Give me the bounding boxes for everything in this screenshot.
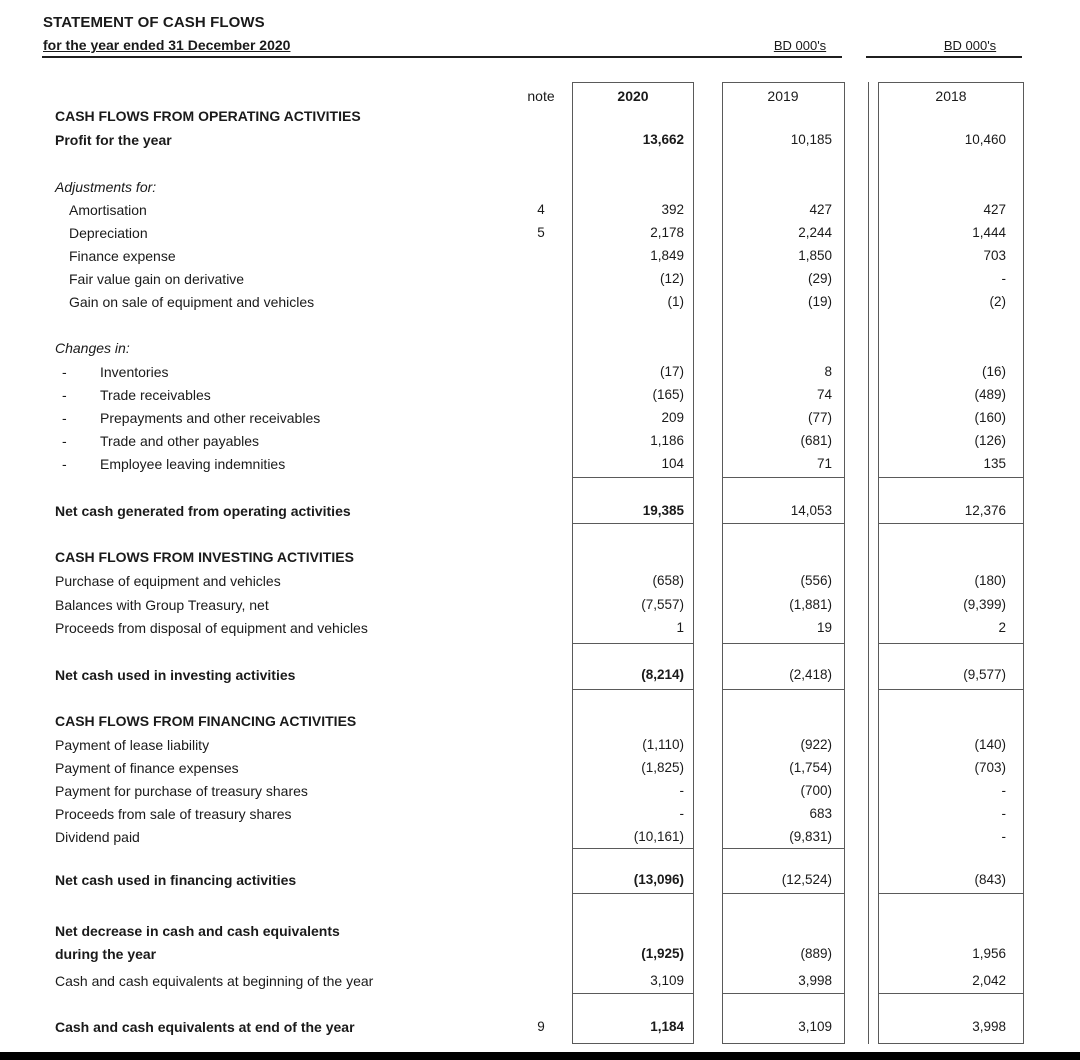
value-2018: - bbox=[1001, 783, 1006, 798]
value-2018: 2 bbox=[998, 620, 1006, 635]
value-2018: 703 bbox=[983, 248, 1006, 263]
value-2019: (77) bbox=[807, 410, 832, 425]
row-label: Finance expense bbox=[69, 248, 176, 264]
header-rule-left bbox=[42, 56, 842, 58]
row-label: Cash and cash equivalents at beginning of the year bbox=[55, 973, 374, 989]
row-label: CASH FLOWS FROM FINANCING ACTIVITIES bbox=[55, 713, 357, 729]
row-label: Payment for purchase of treasury shares bbox=[55, 783, 308, 799]
value-2019: (9,831) bbox=[789, 829, 832, 844]
value-2020: 1 bbox=[676, 620, 684, 635]
value-2019: (12,524) bbox=[781, 872, 832, 887]
value-2020: (17) bbox=[659, 364, 684, 379]
bullet-dash: - bbox=[62, 410, 67, 426]
value-2019: 14,053 bbox=[790, 503, 832, 518]
subtotal-rule bbox=[878, 523, 1024, 524]
subtotal-rule bbox=[572, 477, 694, 478]
subtotal-rule bbox=[722, 993, 845, 994]
row-label: Balances with Group Treasury, net bbox=[55, 597, 269, 613]
value-2019: 2,244 bbox=[798, 225, 832, 240]
unit-label-2019: BD 000's bbox=[773, 38, 827, 53]
subtotal-rule bbox=[572, 993, 694, 994]
bullet-dash: - bbox=[62, 387, 67, 403]
value-2019: (2,418) bbox=[789, 667, 832, 682]
value-2020: 1,849 bbox=[650, 248, 684, 263]
header-rule-right bbox=[866, 56, 1022, 58]
value-2018: 1,956 bbox=[972, 946, 1006, 961]
unit-label-2018: BD 000's bbox=[943, 38, 997, 53]
value-2019: (700) bbox=[800, 783, 832, 798]
column-header-2019: 2019 bbox=[767, 88, 799, 104]
value-2020: (12) bbox=[659, 271, 684, 286]
row-note: 5 bbox=[537, 225, 545, 240]
value-2018: (703) bbox=[974, 760, 1006, 775]
value-2018: (140) bbox=[974, 737, 1006, 752]
subtotal-rule bbox=[722, 523, 845, 524]
value-2018: 135 bbox=[983, 456, 1006, 471]
value-2018: 1,444 bbox=[972, 225, 1006, 240]
subtotal-rule bbox=[722, 477, 845, 478]
value-2020: 209 bbox=[661, 410, 684, 425]
subtotal-rule bbox=[722, 893, 845, 894]
value-2019: (889) bbox=[800, 946, 832, 961]
value-2019: (556) bbox=[800, 573, 832, 588]
subtotal-rule bbox=[878, 643, 1024, 644]
value-2020: - bbox=[679, 806, 684, 821]
value-2020: 104 bbox=[661, 456, 684, 471]
subtotal-rule bbox=[878, 993, 1024, 994]
value-2020: (7,557) bbox=[641, 597, 684, 612]
value-2020: 13,662 bbox=[642, 132, 684, 147]
row-label: Net decrease in cash and cash equivalents bbox=[55, 923, 340, 939]
row-label: Net cash used in financing activities bbox=[55, 872, 297, 888]
row-label: during the year bbox=[55, 946, 157, 962]
value-2018: - bbox=[1001, 806, 1006, 821]
value-2018: (160) bbox=[974, 410, 1006, 425]
value-2020: (10,161) bbox=[633, 829, 684, 844]
value-2019: 427 bbox=[809, 202, 832, 217]
row-label: Net cash generated from operating activities bbox=[55, 503, 351, 519]
value-2018: (9,577) bbox=[963, 667, 1006, 682]
subtotal-rule bbox=[722, 689, 845, 690]
value-2019: 3,998 bbox=[798, 973, 832, 988]
value-2019: 3,109 bbox=[798, 1019, 832, 1034]
value-2018: - bbox=[1001, 271, 1006, 286]
subtotal-rule bbox=[722, 643, 845, 644]
value-2018: 3,998 bbox=[972, 1019, 1006, 1034]
value-2018: (16) bbox=[981, 364, 1006, 379]
value-2020: - bbox=[679, 783, 684, 798]
subtotal-rule bbox=[572, 523, 694, 524]
value-2019: 683 bbox=[809, 806, 832, 821]
row-label: Proceeds from sale of treasury shares bbox=[55, 806, 292, 822]
value-2019: (1,754) bbox=[789, 760, 832, 775]
value-2019: 8 bbox=[824, 364, 832, 379]
value-2019: (29) bbox=[807, 271, 832, 286]
value-2020: (658) bbox=[652, 573, 684, 588]
value-2020: 19,385 bbox=[642, 503, 684, 518]
row-label: Inventories bbox=[100, 364, 169, 380]
subtotal-rule bbox=[878, 893, 1024, 894]
row-label: CASH FLOWS FROM OPERATING ACTIVITIES bbox=[55, 108, 361, 124]
row-label: Proceeds from disposal of equipment and vehicles bbox=[55, 620, 368, 636]
value-2020: (165) bbox=[652, 387, 684, 402]
bullet-dash: - bbox=[62, 364, 67, 380]
subtotal-rule bbox=[878, 477, 1024, 478]
bullet-dash: - bbox=[62, 433, 67, 449]
value-2019: (19) bbox=[807, 294, 832, 309]
value-2018: 427 bbox=[983, 202, 1006, 217]
subtotal-rule bbox=[878, 689, 1024, 690]
value-2020: (8,214) bbox=[641, 667, 684, 682]
value-2019: 71 bbox=[816, 456, 832, 471]
value-2020: (13,096) bbox=[633, 872, 684, 887]
subtotal-rule bbox=[572, 689, 694, 690]
value-2018: 10,460 bbox=[964, 132, 1006, 147]
row-note: 4 bbox=[537, 202, 545, 217]
row-label: Payment of finance expenses bbox=[55, 760, 239, 776]
row-label: Purchase of equipment and vehicles bbox=[55, 573, 281, 589]
value-2020: (1,110) bbox=[642, 737, 684, 752]
page-bottom-bar bbox=[0, 1052, 1080, 1060]
row-label: Payment of lease liability bbox=[55, 737, 210, 753]
value-2018: (489) bbox=[974, 387, 1006, 402]
value-2020: 1,184 bbox=[650, 1019, 684, 1034]
value-2020: 392 bbox=[661, 202, 684, 217]
row-label: Gain on sale of equipment and vehicles bbox=[69, 294, 315, 310]
subtotal-rule bbox=[722, 848, 845, 849]
value-2019: (681) bbox=[800, 433, 832, 448]
row-label: CASH FLOWS FROM INVESTING ACTIVITIES bbox=[55, 549, 354, 565]
value-2020: 2,178 bbox=[650, 225, 684, 240]
row-label: Prepayments and other receivables bbox=[100, 410, 321, 426]
subtotal-rule bbox=[572, 643, 694, 644]
value-2019: (1,881) bbox=[789, 597, 832, 612]
row-label: Changes in: bbox=[55, 340, 130, 356]
column-header-2020: 2020 bbox=[617, 88, 649, 104]
row-label: Adjustments for: bbox=[55, 179, 157, 195]
value-2018: (2) bbox=[989, 294, 1006, 309]
value-2018: (9,399) bbox=[963, 597, 1006, 612]
column-header-2018: 2018 bbox=[935, 88, 967, 104]
row-label: Cash and cash equivalents at end of the year bbox=[55, 1019, 355, 1035]
value-2019: 10,185 bbox=[790, 132, 832, 147]
row-label: Fair value gain on derivative bbox=[69, 271, 245, 287]
column-divider-2019-2018 bbox=[868, 82, 869, 1044]
bullet-dash: - bbox=[62, 456, 67, 472]
row-label: Profit for the year bbox=[55, 132, 172, 148]
statement-subtitle: for the year ended 31 December 2020 bbox=[43, 37, 291, 53]
column-header-note: note bbox=[527, 88, 555, 104]
value-2020: (1,825) bbox=[641, 760, 684, 775]
row-label: Dividend paid bbox=[55, 829, 140, 845]
value-2019: 74 bbox=[816, 387, 832, 402]
value-2018: (126) bbox=[974, 433, 1006, 448]
subtotal-rule bbox=[572, 893, 694, 894]
value-2020: (1) bbox=[667, 294, 684, 309]
row-label: Depreciation bbox=[69, 225, 148, 241]
value-2018: - bbox=[1001, 829, 1006, 844]
value-2020: (1,925) bbox=[641, 946, 684, 961]
row-label: Trade receivables bbox=[100, 387, 211, 403]
value-2020: 1,186 bbox=[650, 433, 684, 448]
row-note: 9 bbox=[537, 1019, 545, 1034]
row-label: Trade and other payables bbox=[100, 433, 260, 449]
value-2018: (180) bbox=[974, 573, 1006, 588]
row-label: Net cash used in investing activities bbox=[55, 667, 296, 683]
value-2020: 3,109 bbox=[650, 973, 684, 988]
value-2018: 2,042 bbox=[972, 973, 1006, 988]
value-2018: (843) bbox=[974, 872, 1006, 887]
value-2019: 1,850 bbox=[798, 248, 832, 263]
value-2019: (922) bbox=[800, 737, 832, 752]
row-label: Amortisation bbox=[69, 202, 147, 218]
value-2019: 19 bbox=[816, 620, 832, 635]
value-2018: 12,376 bbox=[964, 503, 1006, 518]
subtotal-rule bbox=[572, 848, 694, 849]
row-label: Employee leaving indemnities bbox=[100, 456, 286, 472]
statement-title: STATEMENT OF CASH FLOWS bbox=[43, 14, 265, 31]
